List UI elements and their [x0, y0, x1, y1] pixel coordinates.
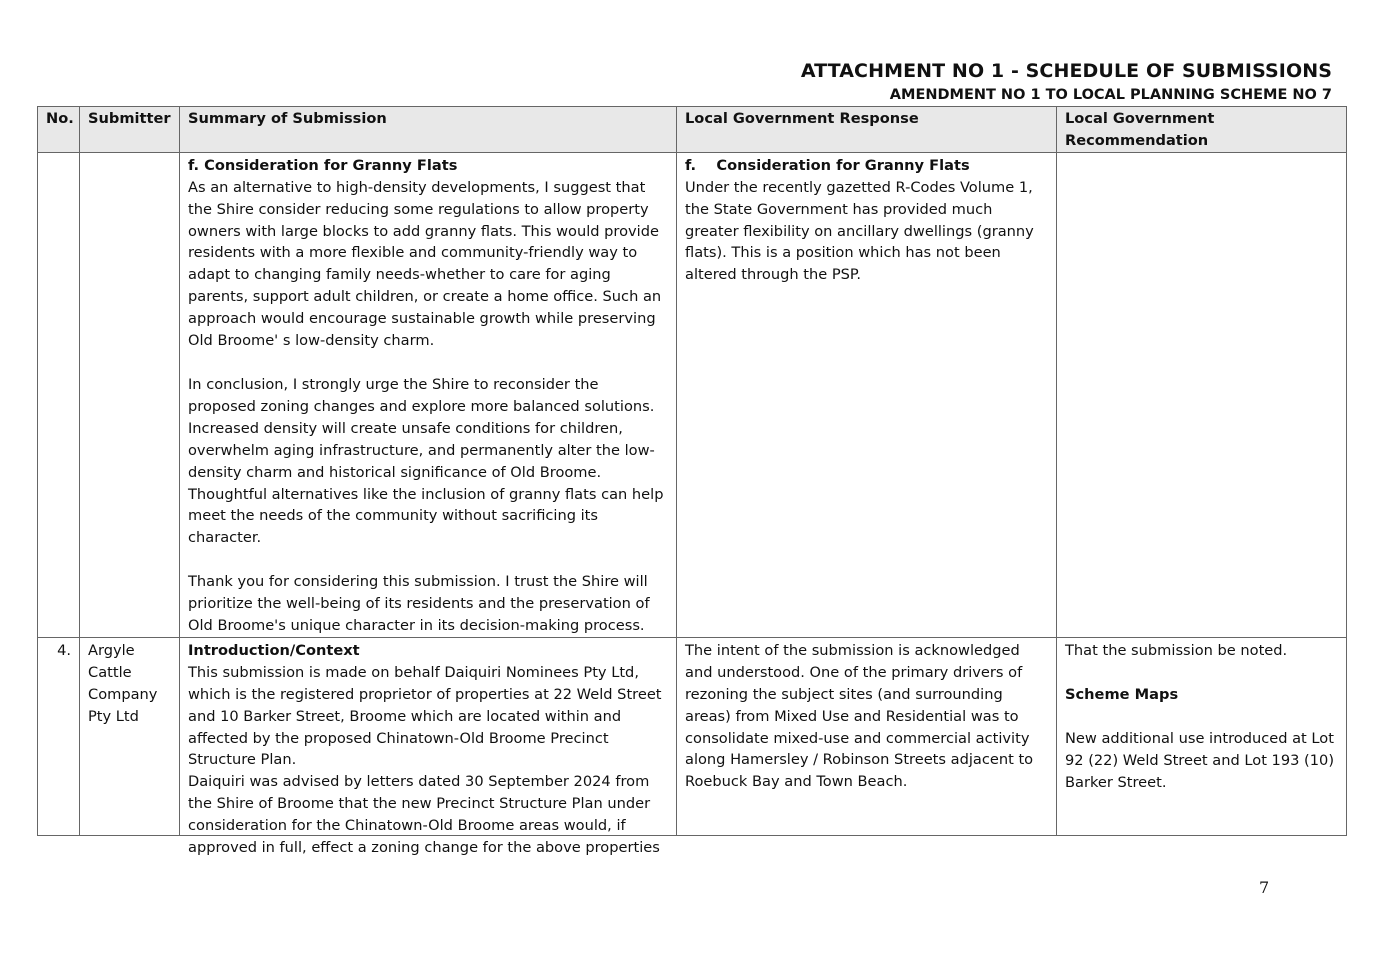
cell-summary — [180, 637, 677, 857]
cell-response — [677, 152, 1057, 637]
document-subtitle: AMENDMENT NO 1 TO LOCAL PLANNING SCHEME NO 7 — [889, 87, 1332, 103]
col-header-no: No. — [38, 107, 80, 153]
page-number: 7 — [1259, 878, 1270, 897]
response-text: The intent of the submission is acknowledged and understood. One of the primary drivers of rezoning the subject sites (and surrounding areas) from Mixed Use and Residential was to consolidate mixed-use and commercial activity along Hamersley / Robinson Streets adjacent to Roebuck Bay and Town Beach. — [685, 641, 1034, 791]
summary-heading: Introduction/Context — [188, 641, 360, 659]
cell-response — [677, 637, 1057, 835]
table-row — [38, 152, 1347, 637]
response-text: Under the recently gazetted R-Codes Volume 1, the State Government has provided much greater flexibility on ancillary dwellings (granny flats). This is a position which has not been altered through the PSP. — [685, 178, 1034, 284]
summary-heading: f. Consideration for Granny Flats — [188, 156, 458, 174]
recommendation-text: New additional use introduced at Lot 92 (22) Weld Street and Lot 193 (10) Barker Street. — [1065, 729, 1335, 791]
recommendation-text: That the submission be noted. — [1065, 641, 1288, 659]
document-title: ATTACHMENT NO 1 - SCHEDULE OF SUBMISSIONS — [800, 60, 1332, 82]
table-header-row — [38, 107, 1347, 153]
table-row — [38, 637, 1347, 835]
summary-paragraph: Thank you for considering this submission. I trust the Shire will prioritize the well-being of its residents and the preservation of Old Broome's unique character in its decision-making process. — [188, 573, 650, 635]
col-header-response: Local Government Response — [677, 107, 1057, 153]
submissions-table — [37, 106, 1347, 857]
cell-no: 4. — [38, 637, 80, 835]
cell-submitter: Argyle Cattle Company Pty Ltd — [80, 637, 180, 835]
summary-paragraph: As an alternative to high-density developments, I suggest that the Shire consider reducing some regulations to allow property owners with large blocks to add granny flats. This would provide residents with a more flexible and community-friendly way to adapt to changing family needs-whether to care for aging parents, support adult children, or create a home office. Such an approach would encourage sustainable growth while preserving Old Broome' s low-density charm. — [188, 178, 662, 350]
recommendation-heading: Scheme Maps — [1065, 685, 1179, 703]
cell-recommendation — [1057, 637, 1347, 835]
cell-submitter — [80, 152, 180, 637]
cell-recommendation — [1057, 152, 1347, 637]
col-header-recommendation: Local Government Recommendation — [1057, 107, 1347, 153]
col-header-submitter: Submitter — [80, 107, 180, 153]
col-header-summary: Summary of Submission — [180, 107, 677, 153]
cell-no — [38, 152, 80, 637]
summary-paragraph: This submission is made on behalf Daiquiri Nominees Pty Ltd, which is the registered proprietor of properties at 22 Weld Street and 10 Barker Street, Broome which are located within and affected by the proposed Chinatown-Old Broome Precinct Structure Plan. — [188, 663, 662, 769]
cell-summary — [180, 152, 677, 637]
response-heading: f. Consideration for Granny Flats — [685, 156, 970, 174]
summary-paragraph: In conclusion, I strongly urge the Shire to reconsider the proposed zoning changes and explore more balanced solutions. Increased density will create unsafe conditions for children, overwhelm aging infrastructure, and permanently alter the low-density charm and historical significance of Old Broome. Thoughtful alternatives like the inclusion of granny flats can help meet the needs of the community without sacrificing its character. — [188, 375, 664, 547]
summary-paragraph: Daiquiri was advised by letters dated 30 September 2024 from the Shire of Broome that the new Precinct Structure Plan under consideration for the Chinatown-Old Broome areas would, if approved in full, effect a zoning change for the above properties — [188, 773, 660, 857]
